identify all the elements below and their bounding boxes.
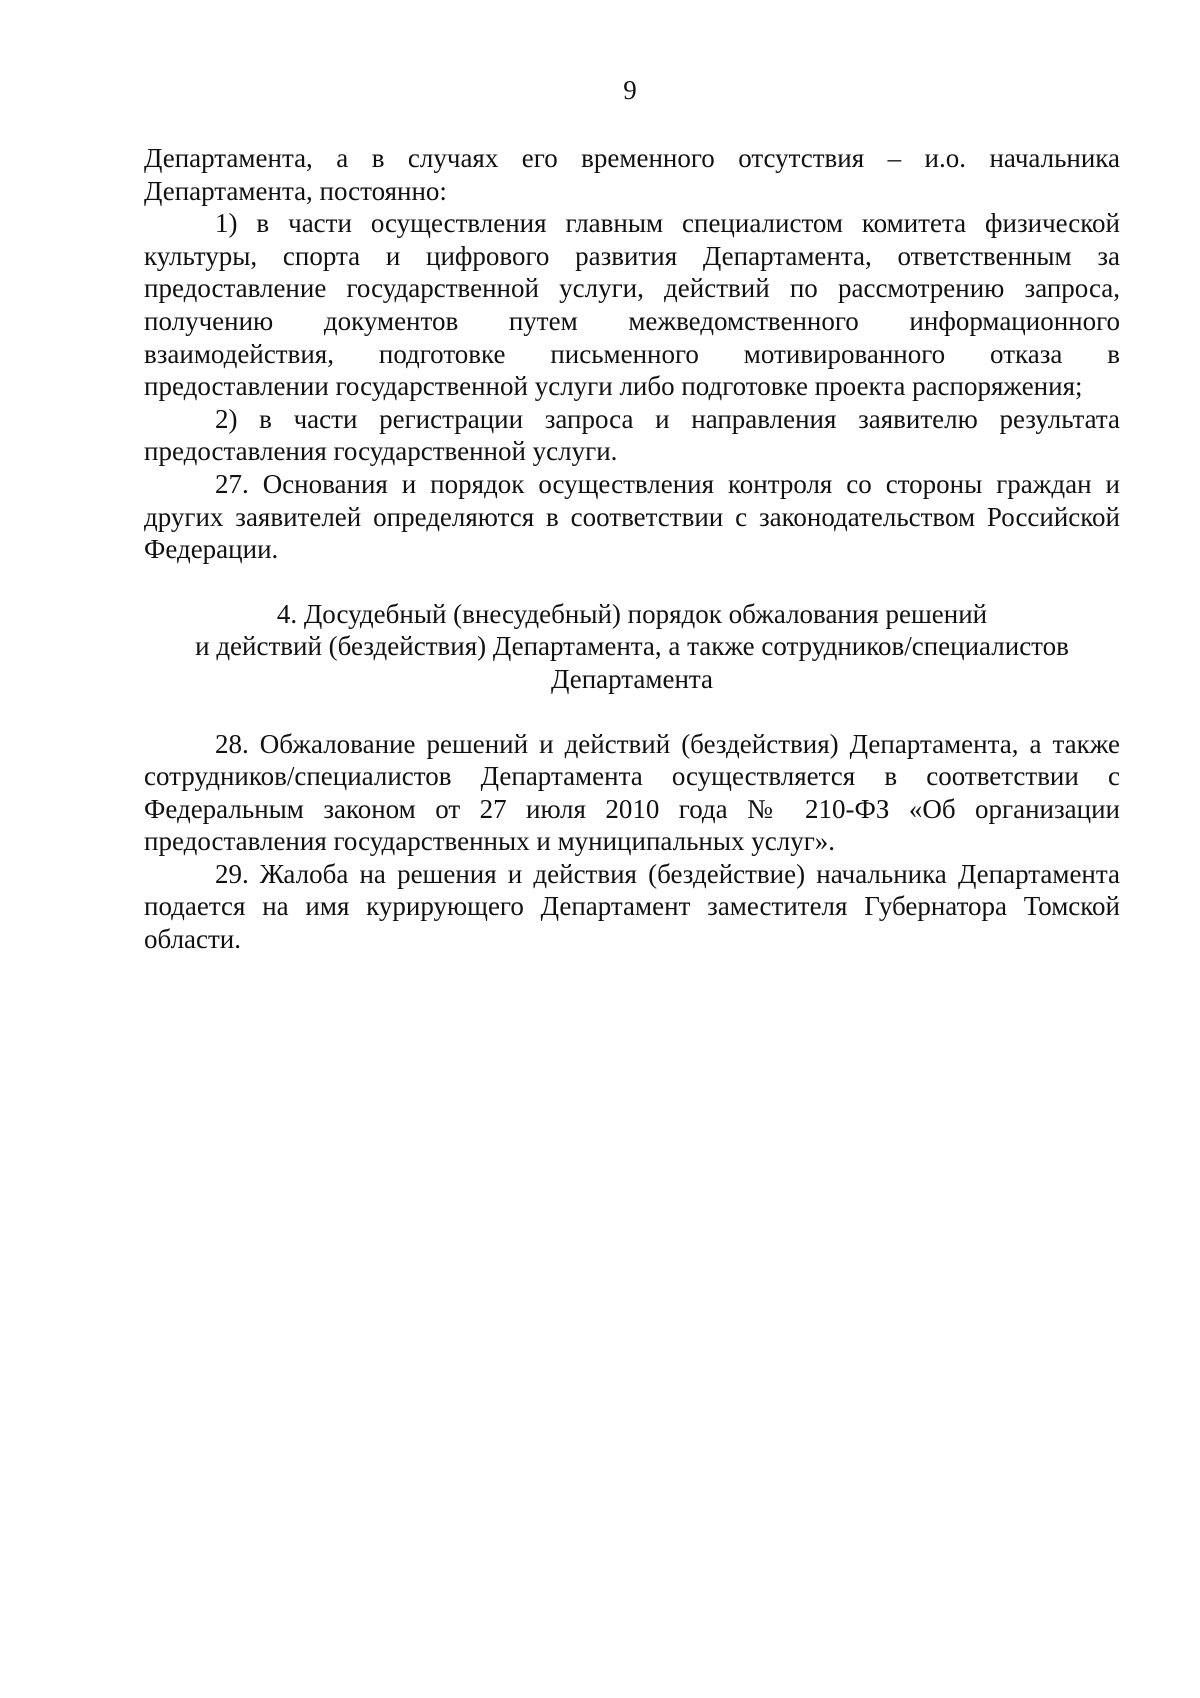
page-number: 9: [623, 75, 637, 105]
section-heading-line-3: Департамента: [550, 663, 714, 694]
paragraph-continuation: Департамента, а в случаях его временного отсутствия – и.о. начальника Департамента, постоянно:: [144, 143, 1120, 206]
paragraph-item-2: 2) в части регистрации запроса и направления заявителю результата предоставления государственной услуги.: [144, 403, 1120, 467]
section-heading: [144, 598, 1120, 696]
paragraph-28: 28. Обжалование решений и действий (бездействия) Департамента, а также сотрудников/специалистов Департамента осуществляется в соответствии с Федеральным законом от 27 июля 2010 года № 210-ФЗ «Об организации предоставления государственных и муниципальных услуг».: [144, 728, 1120, 857]
paragraph-item-1: 1) в части осуществления главным специалистом комитета физической культуры, спорта и цифрового развития Департамента, ответственным за предоставление государственной услуги, действий по рассмотрению запроса, получению документов путем межведомственного информационного взаимодействия, подготовке письменного мотивированного отказа в предоставлении государственной услуги либо подготовке проекта распоряжения;: [144, 208, 1120, 402]
paragraph-27: 27. Основания и порядок осуществления контроля со стороны граждан и других заявителей определяются в соответствии с законодательством Российской Федерации.: [144, 468, 1120, 565]
section-heading-line-2: и действий (бездействия) Департамента, а также сотрудников/специалистов: [195, 631, 1069, 662]
document-body: [144, 142, 1120, 956]
section-heading-line-1: 4. Досудебный (внесудебный) порядок обжалования решений: [276, 598, 988, 629]
paragraph-29: 29. Жалоба на решения и действия (бездействие) начальника Департамента подается на имя курирующего Департамент заместителя Губернатора Томской области.: [144, 858, 1120, 955]
